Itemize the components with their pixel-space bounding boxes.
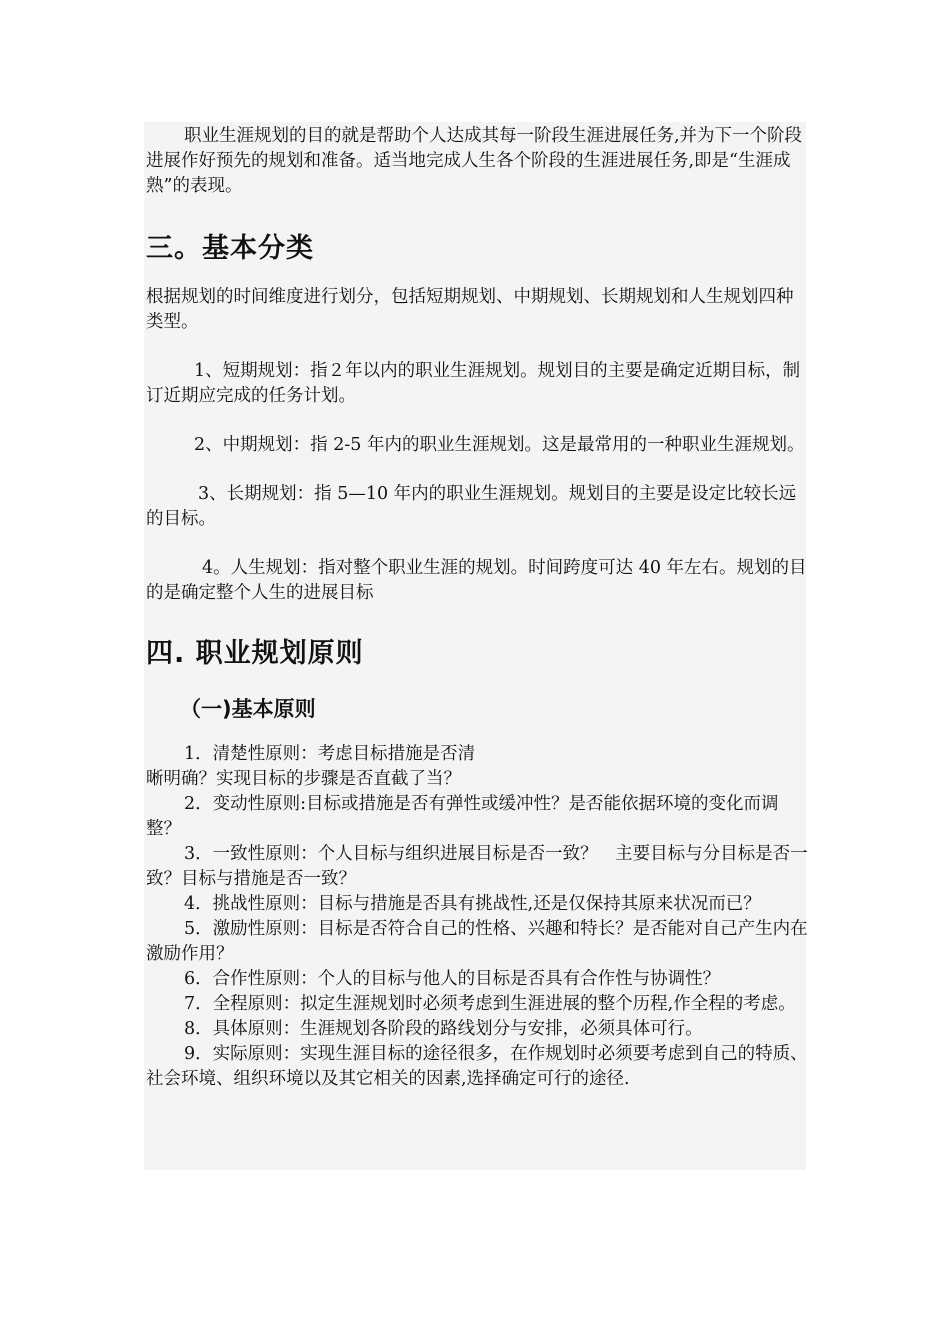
category-long-term: 3、长期规划：指 5—10 年内的职业生涯规划。规划目的主要是设定比较长远的目标。 <box>146 484 797 529</box>
rule-3: 3．一致性原则：个人目标与组织进展目标是否一致？ 主要目标与分目标是否一致？目标与措施是否一致？ <box>146 844 808 889</box>
rule-7: 7．全程原则：拟定生涯规划时必须考虑到生涯进展的整个历程,作全程的考虑。 <box>184 994 796 1014</box>
section-4-subheading: （一)基本原则 <box>180 697 316 721</box>
intro-paragraph: 职业生涯规划的目的就是帮助个人达成其每一阶段生涯进展任务,并为下一个阶段进展作好预先的规划和准备。适当地完成人生各个阶段的生涯进展任务,即是“生涯成熟”的表现。 <box>146 126 803 196</box>
section-4-heading: 四. 职业规划原则 <box>146 638 364 669</box>
rule-8: 8．具体原则：生涯规划各阶段的路线划分与安排，必须具体可行。 <box>184 1019 703 1039</box>
document-body <box>146 124 808 1092</box>
rule-5: 5．激励性原则：目标是否符合自己的性格、兴趣和特长？是否能对自己产生内在激励作用？ <box>146 919 808 964</box>
category-short-term: 1、短期规划：指２年以内的职业生涯规划。规划目的主要是确定近期目标，制订近期应完成的任务计划。 <box>146 361 801 406</box>
rule-2: 2．变动性原则:目标或措施是否有弹性或缓冲性？是否能依据环境的变化而调整？ <box>146 794 779 839</box>
section-3-summary: 根据规划的时间维度进行划分，包括短期规划、中期规划、长期规划和人生规划四种类型。 <box>146 287 794 332</box>
category-life: 4。人生规划：指对整个职业生涯的规划。时间跨度可达 40 年左右。规划的目的是确定整个人生的进展目标 <box>146 558 807 603</box>
rule-1-line-2: 晰明确？实现目标的步骤是否直截了当？ <box>146 769 461 789</box>
rule-9: 9．实际原则：实现生涯目标的途径很多，在作规划时必须要考虑到自己的特质、社会环境、组织环境以及其它相关的因素,选择确定可行的途径. <box>146 1044 808 1089</box>
section-3-heading: 三。基本分类 <box>146 233 314 264</box>
rule-4: 4．挑战性原则：目标与措施是否具有挑战性,还是仅保持其原来状况而已？ <box>184 894 761 914</box>
rule-6: 6．合作性原则：个人的目标与他人的目标是否具有合作性与协调性？ <box>184 969 721 989</box>
rule-1-line-1: 1．清楚性原则：考虑目标措施是否清 <box>184 744 476 764</box>
category-mid-term: 2、中期规划：指 2-5 年内的职业生涯规划。这是最常用的一种职业生涯规划。 <box>194 435 805 455</box>
